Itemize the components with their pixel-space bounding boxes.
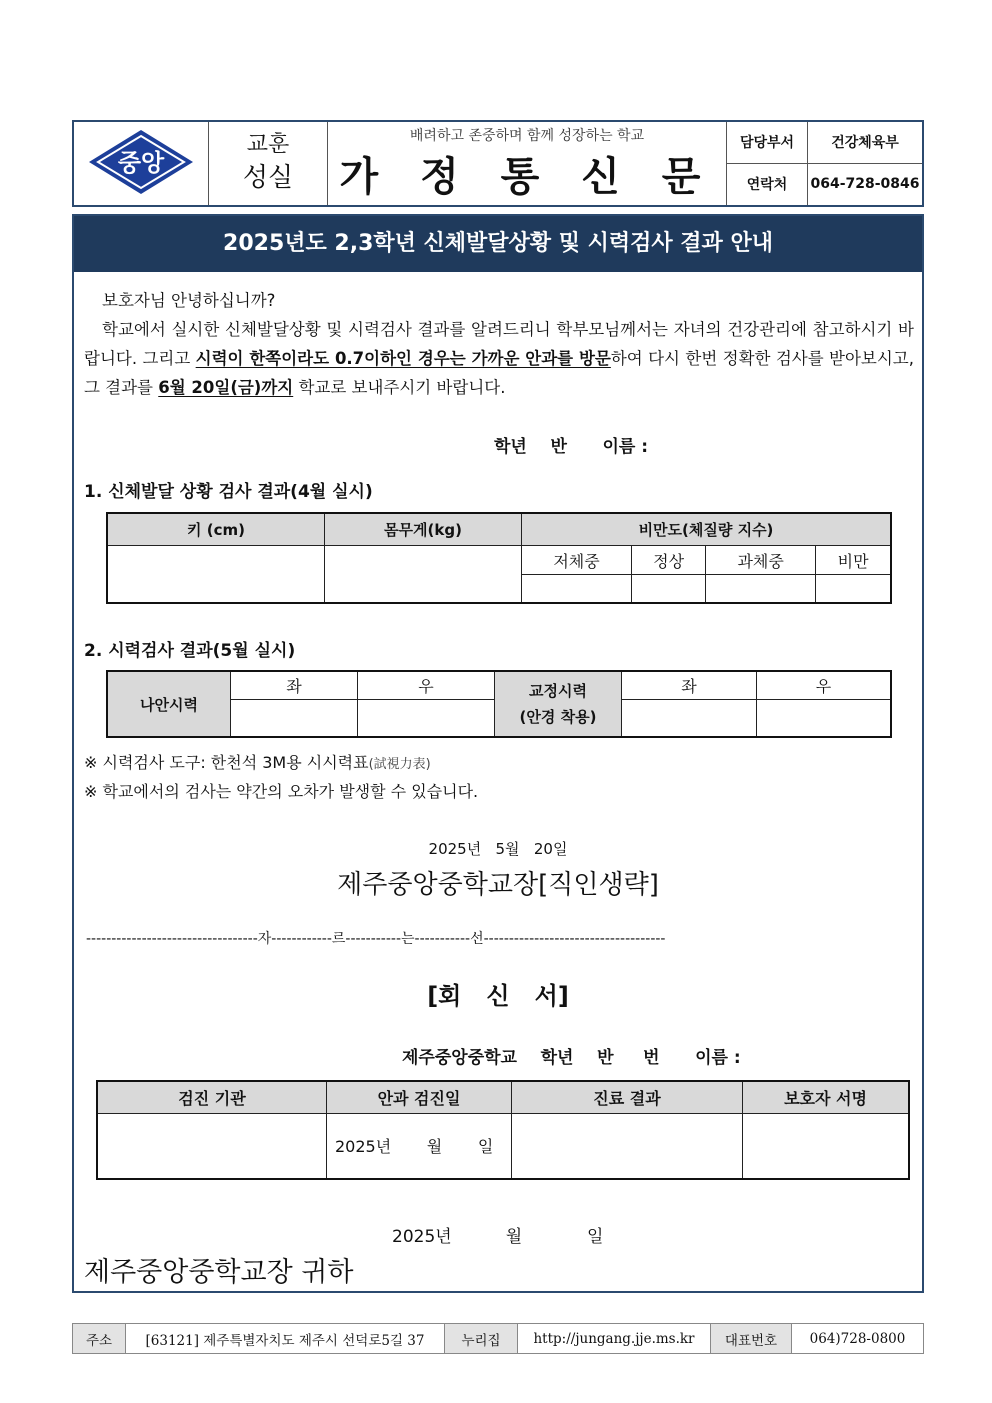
col-weight: 몸무게(kg): [325, 513, 522, 546]
body-part2: 하여 다시 한번 정확한 검사를 받아보시고, 그 결과를: [84, 349, 914, 397]
motto-label: 교훈: [246, 131, 290, 157]
cut-line: ----------------------------------자------------르-----------는-----------선------------------------------------: [86, 931, 666, 947]
motto-cell: [209, 121, 328, 206]
contact-label: 연락처: [727, 163, 808, 206]
bmi-underweight: 저체중: [522, 546, 632, 575]
footer-addr-label: 주소: [73, 1324, 126, 1354]
col-height: 키 (cm): [107, 513, 325, 546]
slogan: 배려하고 존중하며 함께 성장하는 학교: [409, 128, 645, 144]
footer-phone-label: 대표번호: [711, 1324, 792, 1354]
motto-value: 성실: [242, 162, 294, 193]
contact-value: 064-728-0846: [808, 163, 924, 206]
weight-value-cell[interactable]: [325, 546, 522, 603]
bmi-obese: 비만: [816, 546, 891, 575]
note-tool-text: ※ 시력검사 도구: 한천석 3M용 시시력표: [84, 753, 369, 772]
section2-title: 2. 시력검사 결과(5월 실시): [84, 641, 296, 661]
bmi-cell[interactable]: [706, 574, 816, 603]
corrected-right-cell[interactable]: [757, 699, 892, 737]
corrected-label-line2: (안경 착용): [519, 708, 597, 726]
header-table: [72, 120, 924, 207]
corrected-label-line1: 교정시력: [529, 682, 587, 700]
reply-student-line: 제주중앙중학교 학년 반 번 이름 :: [402, 1048, 741, 1068]
naked-left-cell[interactable]: [231, 699, 358, 737]
logo-cell: [73, 121, 209, 206]
corrected-right-label: 우: [757, 671, 892, 699]
body-part3: 학교로 보내주시기 바랍니다.: [293, 378, 506, 397]
bmi-overweight: 과체중: [706, 546, 816, 575]
bmi-cell[interactable]: [816, 574, 891, 603]
logo-text: 중앙: [117, 148, 165, 177]
principal-signature: 제주중앙중학교장[직인생략]: [337, 870, 659, 900]
reply-table: [96, 1080, 910, 1180]
bmi-normal: 정상: [632, 546, 706, 575]
footer-web-label: 누리집: [445, 1324, 518, 1354]
reply-addressee: 제주중앙중학교장 귀하: [84, 1257, 354, 1288]
naked-right-label: 우: [358, 671, 495, 699]
vision-table: [106, 670, 892, 738]
col-exam-date: 안과 검진일: [327, 1081, 512, 1113]
naked-left-label: 좌: [231, 671, 358, 699]
corrected-vision-label: [495, 671, 622, 737]
corrected-left-label: 좌: [622, 671, 757, 699]
result-cell[interactable]: [512, 1113, 743, 1179]
reply-title: [회 신 서]: [427, 982, 569, 1010]
col-bmi: 비만도(체질량 지수): [522, 513, 892, 546]
body-part1: 학교에서 실시한 신체발달상황 및 시력검사 결과를 알려드리니 학부모님께서는 자녀의 건강관리에 참고하시기 바랍니다. 그리고: [84, 320, 914, 368]
exam-date-cell[interactable]: 2025년 월 일: [327, 1113, 512, 1179]
body-emphasis-visit: 시력이 한쪽이라도 0.7이하인 경우는 가까운 안과를 방문: [195, 349, 611, 368]
footer-table: [72, 1323, 924, 1354]
note-tool: [84, 750, 431, 773]
footer-web-link[interactable]: http://jungang.jje.ms.kr: [518, 1324, 711, 1354]
note-error: ※ 학교에서의 검사는 약간의 오차가 발생할 수 있습니다.: [84, 782, 479, 801]
height-value-cell[interactable]: [107, 546, 325, 603]
greeting: 보호자님 안녕하십니까?: [102, 291, 276, 310]
section1-title: 1. 신체발달 상황 검사 결과(4월 실시): [84, 482, 373, 502]
school-logo-icon: [86, 127, 196, 197]
col-institution: 검진 기관: [97, 1081, 327, 1113]
dept-label: 담당부서: [727, 121, 808, 163]
footer-addr-value: [63121] 제주특별자치도 제주시 선덕로5길 37: [126, 1324, 445, 1354]
title-cell: [328, 121, 727, 206]
body-measure-table: [106, 512, 892, 604]
main-notice-box: [72, 214, 924, 1293]
bmi-cell[interactable]: [522, 574, 632, 603]
corrected-left-cell[interactable]: [622, 699, 757, 737]
notice-banner: 2025년도 2,3학년 신체발달상황 및 시력검사 결과 안내: [74, 216, 922, 272]
naked-vision-label: 나안시력: [107, 671, 231, 737]
dept-value: 건강체육부: [808, 121, 924, 163]
col-result: 진료 결과: [512, 1081, 743, 1113]
notice-body: [84, 315, 914, 402]
body-emphasis-deadline: 6월 20일(금)까지: [158, 378, 294, 397]
guardian-sign-cell[interactable]: [743, 1113, 910, 1179]
col-guardian-sign: 보호자 서명: [743, 1081, 910, 1113]
issue-date: 2025년 5월 20일: [428, 840, 568, 858]
note-tool-hanja: (試視力表): [368, 757, 431, 772]
reply-date: 2025년 월 일: [392, 1227, 604, 1247]
page-title: 가 정 통 신 문: [339, 153, 715, 200]
naked-right-cell[interactable]: [358, 699, 495, 737]
institution-cell[interactable]: [97, 1113, 327, 1179]
bmi-cell[interactable]: [632, 574, 706, 603]
student-info-line: 학년 반 이름 :: [494, 437, 649, 457]
footer-phone-value: 064)728-0800: [792, 1324, 924, 1354]
